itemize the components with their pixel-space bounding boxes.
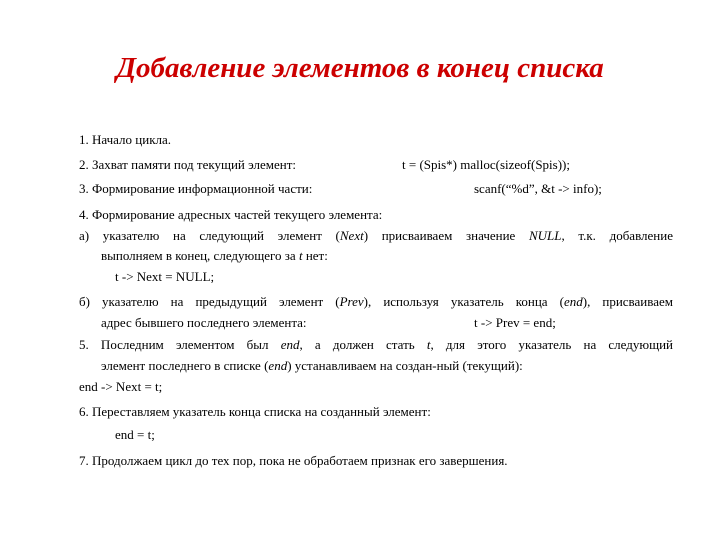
- step-a-next: Next: [339, 228, 364, 243]
- step-a-null: NULL: [528, 228, 562, 243]
- step-3-text: 3. Формирование информационной части:: [79, 181, 313, 196]
- step-6-code: end = t;: [115, 427, 155, 442]
- step-3-code: scanf(“%d”, &t -> info);: [474, 181, 602, 196]
- step-1-text: 1. Начало цикла.: [79, 132, 172, 147]
- step-5-part-3: , для этого указатель на следующий: [430, 337, 674, 352]
- step-b-end: end: [563, 294, 583, 309]
- step-a-part-2: ) присваиваем значение: [363, 228, 529, 243]
- step-a-part-1: а) указателю на следующий элемент (: [79, 228, 340, 243]
- step-5-line-1: [79, 335, 673, 355]
- step-a-part-3: , т.к. добавление: [561, 228, 673, 243]
- step-b-line-2: адрес бывшего последнего элемента:: [101, 315, 307, 330]
- step-4-text: 4. Формирование адресных частей текущего элемента:: [79, 207, 383, 222]
- step-5-line-2-part-1: элемент последнего в списке (: [101, 358, 269, 373]
- step-a-line-2-part-2: нет:: [302, 248, 328, 263]
- step-a-line-2: [101, 248, 328, 264]
- step-b-part-1: б) указателю на предыдущий элемент (: [79, 294, 340, 309]
- step-2-code: t = (Spis*) malloc(sizeof(Spis));: [402, 157, 570, 172]
- step-a-line-2-t: t: [298, 248, 303, 263]
- step-a-line-1: [79, 226, 673, 246]
- step-5-line-2: [101, 358, 523, 374]
- step-b-prev: Prev: [339, 294, 364, 309]
- step-5-line-2-end: end: [268, 358, 288, 373]
- step-5-code: end -> Next = t;: [79, 379, 163, 394]
- step-5-line-2-part-2: ) устанавливаем на создан-ный (текущий):: [287, 358, 523, 373]
- step-5-part-1: 5. Последним элементом был: [79, 337, 281, 352]
- step-a-line-2-part-1: выполняем в конец, следующего за: [101, 248, 299, 263]
- step-b-part-2: ), используя указатель конца (: [363, 294, 564, 309]
- step-b-line-1: [79, 292, 673, 312]
- step-b-code: t -> Prev = end;: [474, 315, 556, 330]
- step-b-part-3: ), присваиваем: [582, 294, 673, 309]
- step-2-text: 2. Захват памяти под текущий элемент:: [79, 157, 296, 172]
- step-5-end: end: [280, 337, 300, 352]
- step-5-t: t: [426, 337, 431, 352]
- step-a-code: t -> Next = NULL;: [115, 269, 215, 284]
- step-5-part-2: , а должен стать: [299, 337, 427, 352]
- slide-title: Добавление элементов в конец списка: [116, 52, 604, 84]
- step-7-text: 7. Продолжаем цикл до тех пор, пока не обработаем признак его завершения.: [79, 453, 508, 468]
- step-6-text: 6. Переставляем указатель конца списка на созданный элемент:: [79, 404, 431, 419]
